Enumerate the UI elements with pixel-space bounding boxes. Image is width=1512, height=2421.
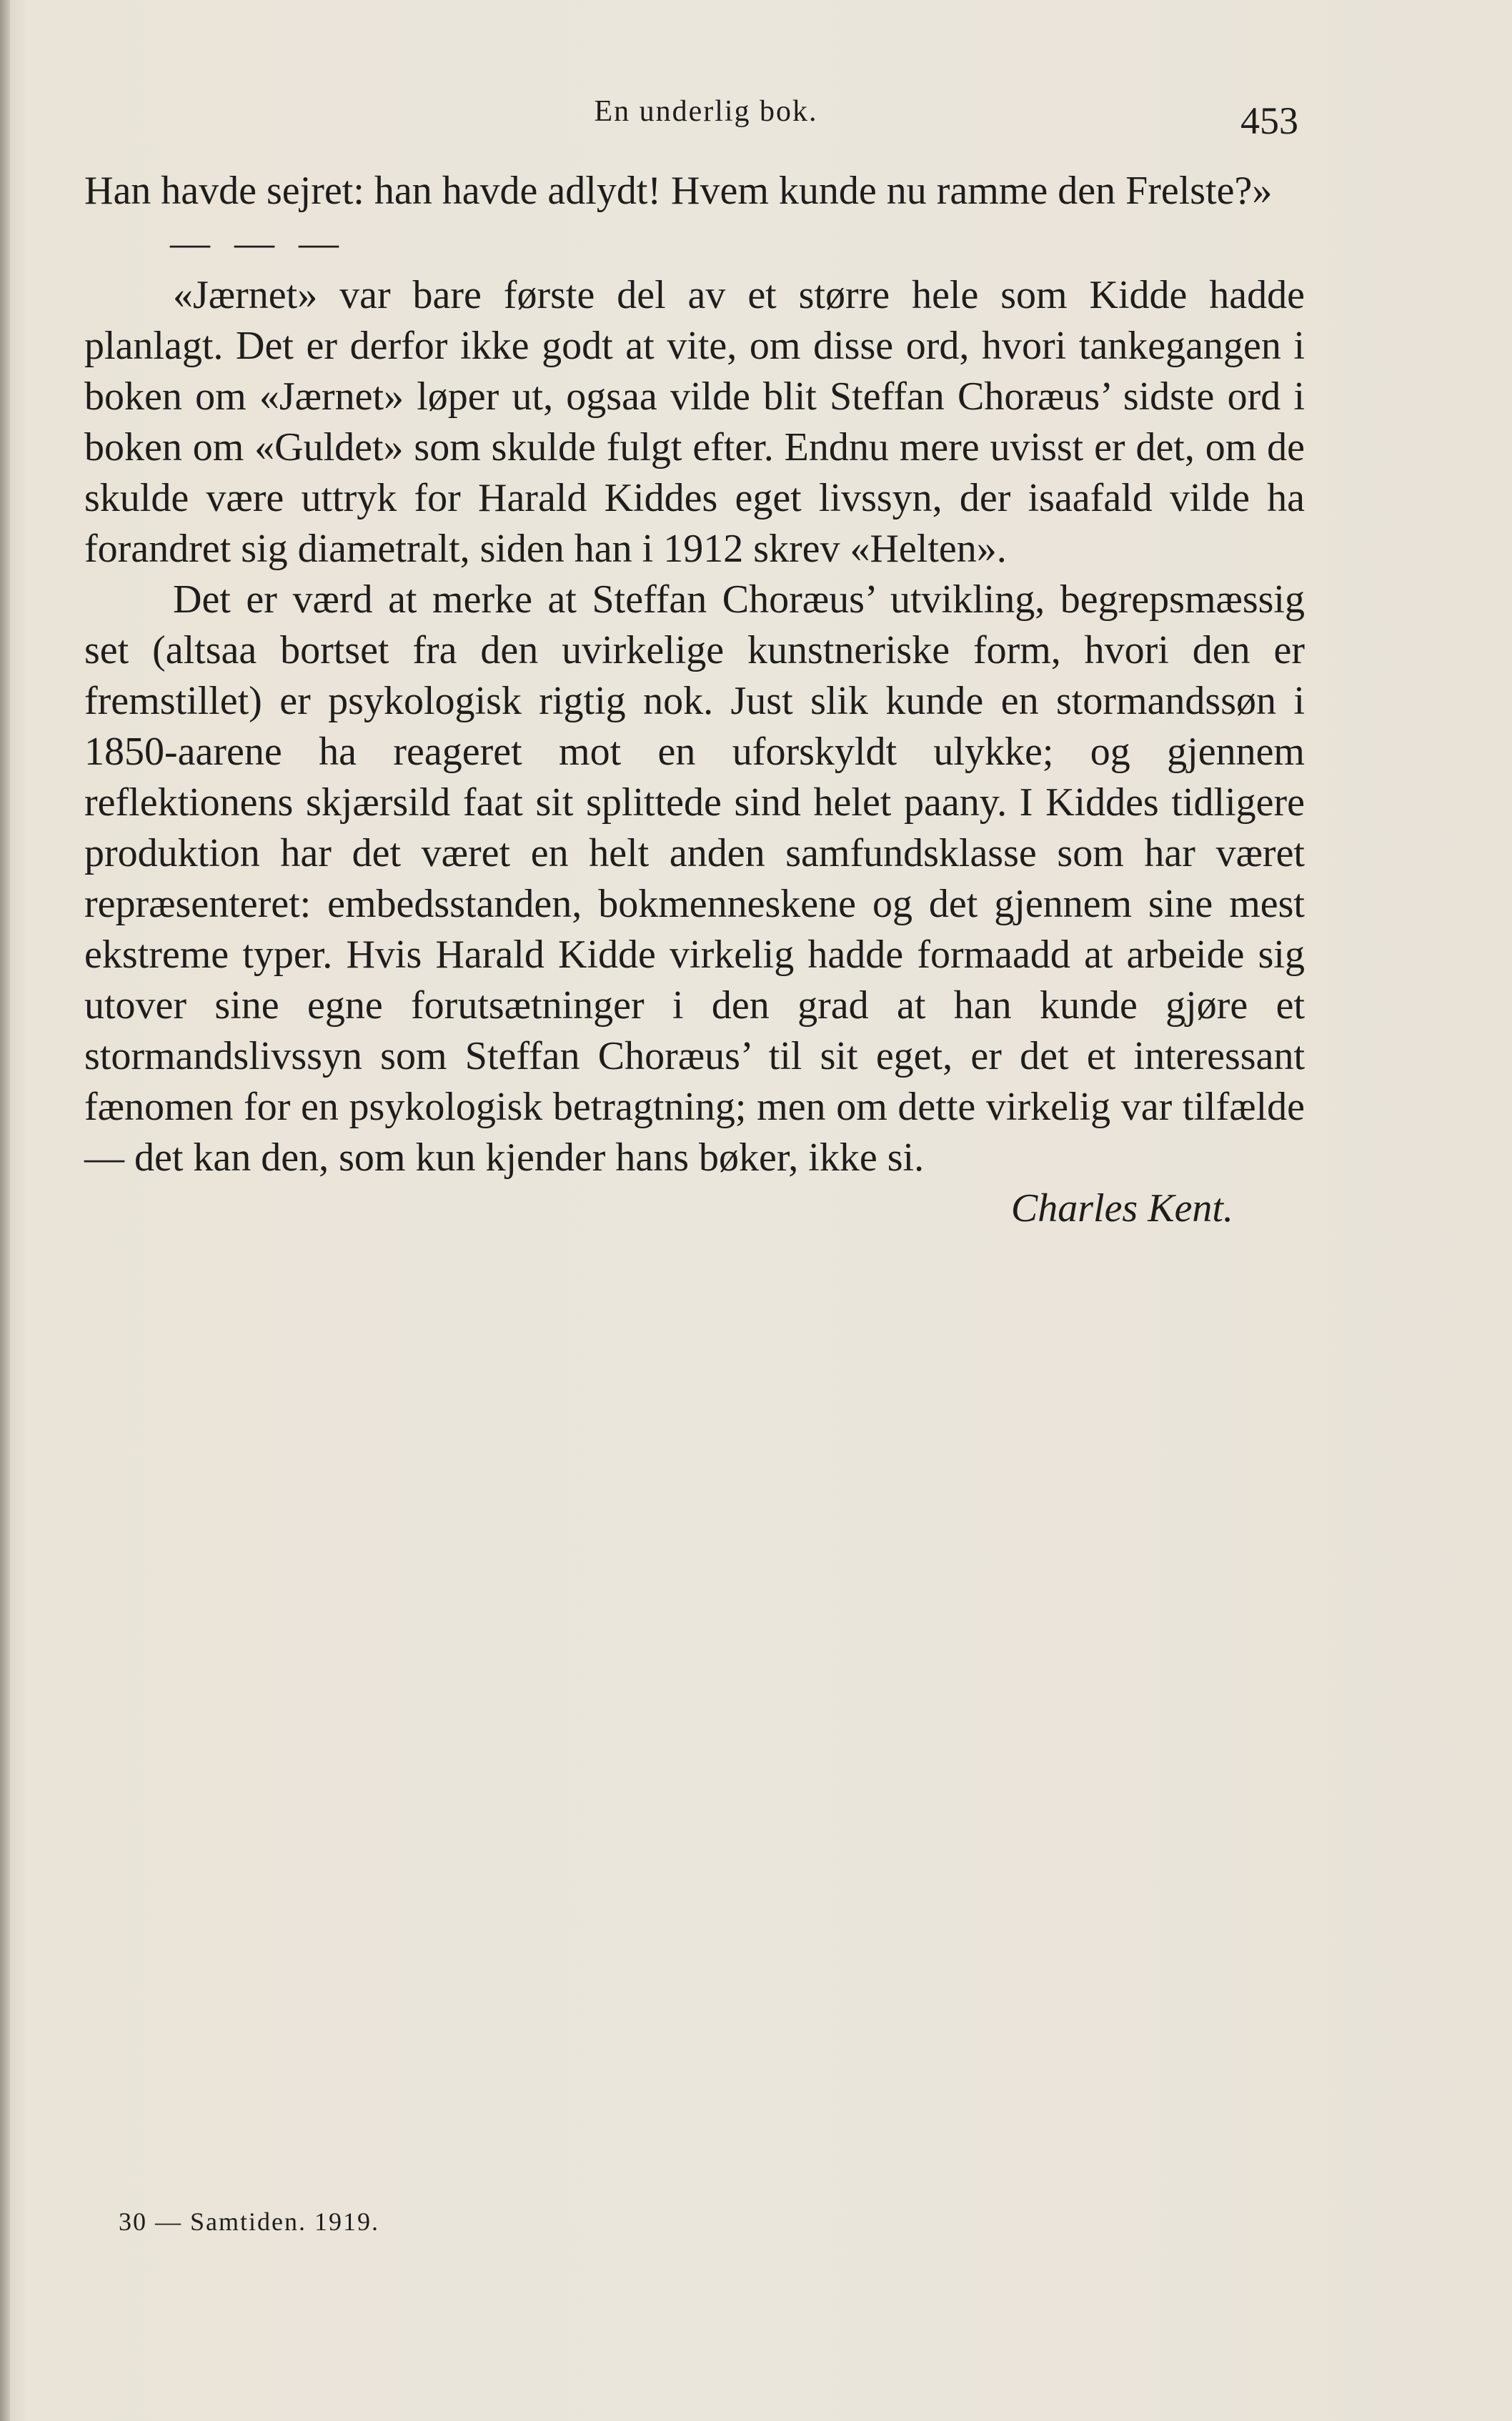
body-text bbox=[84, 166, 1305, 1234]
paragraph-1: Han havde sejret: han havde adlydt! Hvem kunde nu ramme den Frelste?» bbox=[84, 169, 1273, 213]
page-number: 453 bbox=[1240, 99, 1298, 142]
section-separator: — — — bbox=[170, 221, 346, 265]
paragraph-3: Det er værd at merke at Steffan Choræus’ utvikling, begrepsmæssig set (altsaa bortset fra den uvirkelige kunstneriske form, hvori den er fremstillet) er psykologisk rigtig nok. Just slik kunde en stormandssøn i 1850-aarene ha reageret mot en uforskyldt ulykke; og gjennem reflektionens skjærsild faat sit splittede sind helet paany. I Kiddes tidligere produktion har det været en helt anden samfundsklasse som har været repræsenteret: embedsstanden, bokmenneskene og det gjennem sine mest ekstreme typer. Hvis Harald Kidde virkelig hadde formaadd at arbeide sig utover sine egne forutsætninger i den grad at han kunde gjøre et stormandslivssyn som Steffan Choræus’ til sit eget, er det et interessant fænomen for en psykologisk betragtning; men om dette virkelig var tilfælde — det kan den, som kun kjender hans bøker, ikke si. bbox=[84, 577, 1305, 1180]
page-spine-shadow bbox=[0, 0, 10, 2421]
running-header-title: En underlig bok. bbox=[594, 95, 818, 128]
footer-signature-mark: 30 — Samtiden. 1919. bbox=[119, 2207, 379, 2236]
author-signature: Charles Kent. bbox=[1010, 1186, 1233, 1231]
paragraph-2: «Jærnet» var bare første del av et større hele som Kidde hadde planlagt. Det er derfor ikke godt at vite, om disse ord, hvori tankegangen i boken om «Jærnet» løper ut, ogsaa vilde blit Steffan Choræus’ sidste ord i boken om «Guldet» som skulde fulgt efter. Endnu mere uvisst er det, om de skulde være uttryk for Harald Kiddes eget livssyn, der isaafald vilde ha forandret sig diametralt, siden han i 1912 skrev «Helten». bbox=[84, 273, 1305, 571]
